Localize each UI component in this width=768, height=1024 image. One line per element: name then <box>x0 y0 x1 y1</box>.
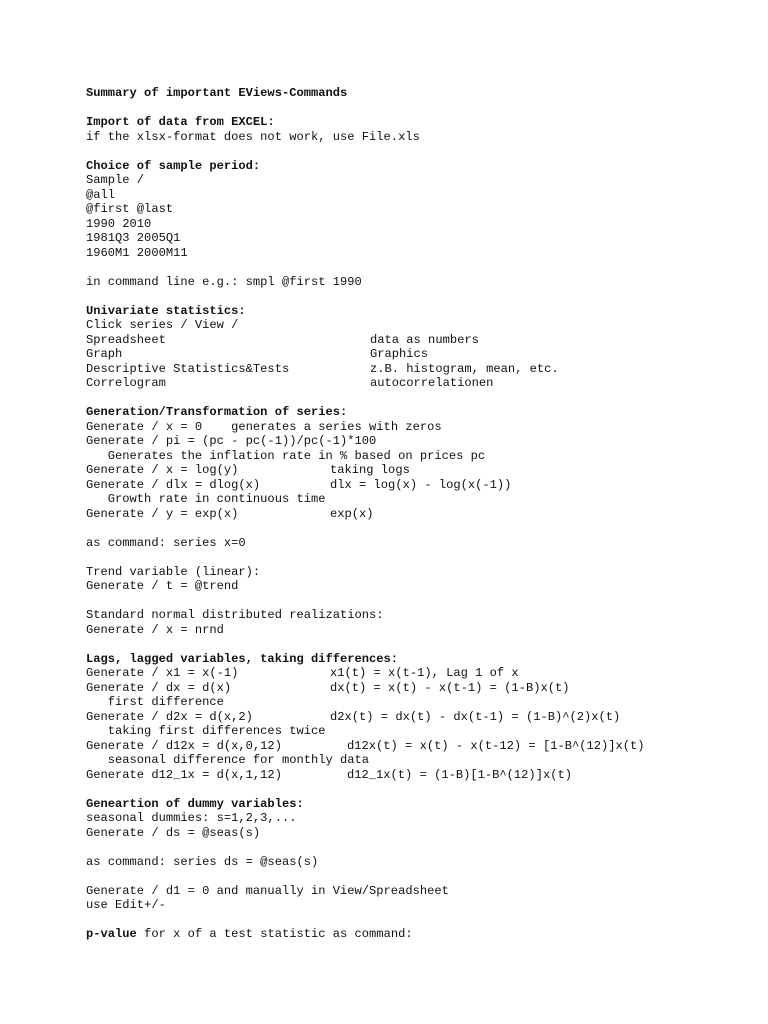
univariate-row <box>86 347 746 362</box>
lags-desc: d12x(t) = x(t) - x(t-12) = [1-B^(12)]x(t) <box>347 738 645 753</box>
row-left: Spreadsheet <box>86 332 166 347</box>
lags-heading: Lags, lagged variables, taking differences: <box>86 651 399 666</box>
sample-line: @all <box>86 187 116 202</box>
document-page <box>86 86 746 942</box>
generation-cmd: Generate / dlx = dlog(x) <box>86 477 261 492</box>
sample-command: in command line e.g.: smpl @first 1990 <box>86 274 362 289</box>
row-left: Correlogram <box>86 376 166 390</box>
spacer <box>86 840 746 855</box>
univariate-row <box>86 376 746 391</box>
univariate-row <box>86 333 746 348</box>
dummy-line: Generate / ds = @seas(s) <box>86 825 261 840</box>
univariate-heading: Univariate statistics: <box>86 303 246 318</box>
generation-desc: dlx = log(x) - log(x(-1)) <box>330 477 512 492</box>
import-heading: Import of data from EXCEL: <box>86 115 275 129</box>
spacer <box>86 101 746 116</box>
sample-line: @first @last <box>86 202 174 216</box>
lags-cmd: Generate / d12x = d(x,0,12) <box>86 738 282 753</box>
lags-line <box>86 768 746 783</box>
generation-line: Generate / pi = (pc - pc(-1))/pc(-1)*100 <box>86 434 377 448</box>
document-title: Summary of important EViews-Commands <box>86 86 348 100</box>
sample-heading: Choice of sample period: <box>86 158 261 173</box>
generation-cmd: Generate / x = log(y) <box>86 463 239 477</box>
generation-desc: generates a series with zeros <box>231 419 442 434</box>
sample-line: 1990 2010 <box>86 216 152 231</box>
trend-command: Generate / t = @trend <box>86 579 239 593</box>
lags-line: taking first differences twice <box>86 724 326 738</box>
dummy-command: as command: series ds = @seas(s) <box>86 854 319 869</box>
row-left: Graph <box>86 347 123 361</box>
sample-line: 1960M1 2000M11 <box>86 245 188 260</box>
lags-line <box>86 666 746 681</box>
sample-line: Sample / <box>86 173 145 187</box>
pvalue-line <box>86 927 746 942</box>
spacer <box>86 144 746 159</box>
sample-line: 1981Q3 2005Q1 <box>86 231 181 245</box>
row-right: autocorrelationen <box>370 376 494 390</box>
spacer <box>86 637 746 652</box>
generation-line <box>86 420 746 435</box>
trend-title: Trend variable (linear): <box>86 564 261 579</box>
dummy-line: use Edit+/- <box>86 898 166 912</box>
generation-line <box>86 463 746 478</box>
spacer <box>86 550 746 565</box>
spacer <box>86 289 746 304</box>
lags-cmd: Generate d12_1x = d(x,1,12) <box>86 767 282 782</box>
pvalue-term: p-value <box>86 927 137 941</box>
generation-desc: taking logs <box>330 463 410 477</box>
lags-desc: d12_1x(t) = (1-B)[1-B^(12)]x(t) <box>347 767 572 782</box>
lags-line: seasonal difference for monthly data <box>86 753 370 767</box>
generation-command: as command: series x=0 <box>86 535 246 550</box>
generation-desc: exp(x) <box>330 506 374 521</box>
generation-cmd: Generate / x = 0 <box>86 419 203 434</box>
row-right: Graphics <box>370 347 429 361</box>
lags-cmd: Generate / x1 = x(-1) <box>86 666 239 680</box>
generation-line <box>86 478 746 493</box>
univariate-row <box>86 362 746 377</box>
spacer <box>86 782 746 797</box>
lags-desc: dx(t) = x(t) - x(t-1) = (1-B)x(t) <box>330 680 570 695</box>
normal-title: Standard normal distributed realizations: <box>86 608 384 622</box>
dummy-heading: Geneartion of dummy variables: <box>86 796 304 811</box>
lags-desc: d2x(t) = dx(t) - dx(t-1) = (1-B)^(2)x(t) <box>330 709 621 724</box>
lags-desc: x1(t) = x(t-1), Lag 1 of x <box>330 666 519 680</box>
row-right: z.B. histogram, mean, etc. <box>370 361 559 376</box>
spacer <box>86 594 746 609</box>
normal-command: Generate / x = nrnd <box>86 622 224 637</box>
lags-cmd: Generate / d2x = d(x,2) <box>86 709 253 724</box>
spacer <box>86 913 746 928</box>
generation-line <box>86 507 746 522</box>
lags-line <box>86 739 746 754</box>
row-left: Descriptive Statistics&Tests <box>86 361 290 376</box>
generation-cmd: Generate / y = exp(x) <box>86 506 239 521</box>
import-text: if the xlsx-format does not work, use File.xls <box>86 129 420 144</box>
lags-line <box>86 681 746 696</box>
generation-heading: Generation/Transformation of series: <box>86 405 348 419</box>
univariate-intro: Click series / View / <box>86 318 239 332</box>
spacer <box>86 869 746 884</box>
lags-line: first difference <box>86 695 224 709</box>
generation-line: Generates the inflation rate in % based on prices pc <box>86 448 486 463</box>
generation-line: Growth rate in continuous time <box>86 492 326 506</box>
dummy-line: seasonal dummies: s=1,2,3,... <box>86 811 297 825</box>
row-right: data as numbers <box>370 332 479 347</box>
pvalue-text: for x of a test statistic as command: <box>136 927 413 941</box>
spacer <box>86 391 746 406</box>
spacer <box>86 260 746 275</box>
lags-line <box>86 710 746 725</box>
lags-cmd: Generate / dx = d(x) <box>86 680 232 695</box>
spacer <box>86 521 746 536</box>
dummy-line: Generate / d1 = 0 and manually in View/Spreadsheet <box>86 883 449 898</box>
